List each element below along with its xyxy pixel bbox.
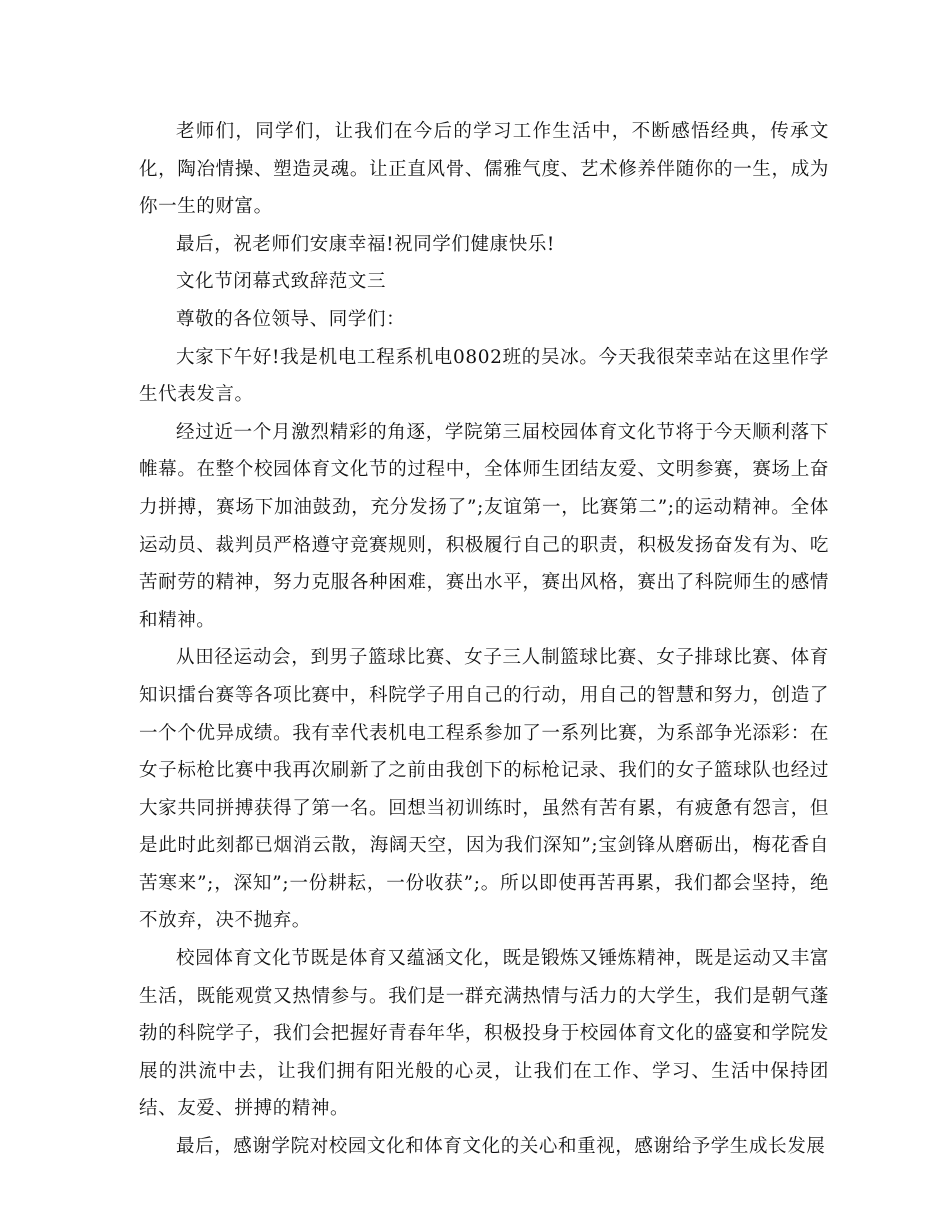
paragraph-competition-achievements: 从田径运动会，到男子篮球比赛、女子三人制篮球比赛、女子排球比赛、体育知识擂台赛等各项比赛中，科院学子用自己的行动，用自己的智慧和努力，创造了一个个优异成绩。我有幸代表机电工程系参加了一系列比赛，为系部争光添彩：在女子标枪比赛中我再次刷新了之前由我创下的标枪记录、我们的女子篮球队也经过大家共同拼搏获得了第一名。回想当初训练时，虽然有苦有累，有疲惫有怨言，但是此时此刻都已烟消云散，海阔天空，因为我们深知”;宝剑锋从磨砺出，梅花香自苦寒来”;，深知”;一份耕耘，一份收获”;。所以即使再苦再累，我们都会坚持，绝不放弃，决不抛弃。 [139, 647, 829, 932]
paragraph-thanks: 最后，感谢学院对校园文化和体育文化的关心和重视，感谢给予学生成长发展 [176, 1136, 826, 1158]
salutation: 尊敬的各位领导、同学们： [176, 308, 406, 330]
section-heading: 文化节闭幕式致辞范文三 [176, 271, 387, 293]
document-body [139, 113, 829, 1166]
paragraph-self-introduction: 大家下午好!我是机电工程系机电0802班的吴冰。今天我很荣幸站在这里作学生代表发言。 [139, 346, 829, 406]
paragraph-final-blessing: 最后，祝老师们安康幸福!祝同学们健康快乐! [176, 233, 555, 255]
paragraph-closing-wishes-teachers-students: 老师们，同学们，让我们在今后的学习工作生活中，不断感悟经典，传承文化，陶冶情操、塑造灵魂。让正直风骨、儒雅气度、艺术修养伴随你的一生，成为你一生的财富。 [139, 121, 829, 218]
paragraph-festival-summary: 经过近一个月激烈精彩的角逐，学院第三届校园体育文化节将于今天顺利落下帷幕。在整个校园体育文化节的过程中，全体师生团结友爱、文明参赛，赛场上奋力拼搏，赛场下加油鼓劲，充分发扬了”;友谊第一，比赛第二”;的运动精神。全体运动员、裁判员严格遵守竞赛规则，积极履行自己的职责，积极发扬奋发有为、吃苦耐劳的精神，努力克服各种困难，赛出水平，赛出风格，赛出了科院师生的感情和精神。 [139, 421, 829, 631]
paragraph-festival-meaning: 校园体育文化节既是体育又蕴涵文化，既是锻炼又锤炼精神，既是运动又丰富生活，既能观赏又热情参与。我们是一群充满热情与活力的大学生，我们是朝气蓬勃的科院学子，我们会把握好青春年华，积极投身于校园体育文化的盛宴和学院发展的洪流中去，让我们拥有阳光般的心灵，让我们在工作、学习、生活中保持团结、友爱、拼搏的精神。 [139, 948, 829, 1120]
